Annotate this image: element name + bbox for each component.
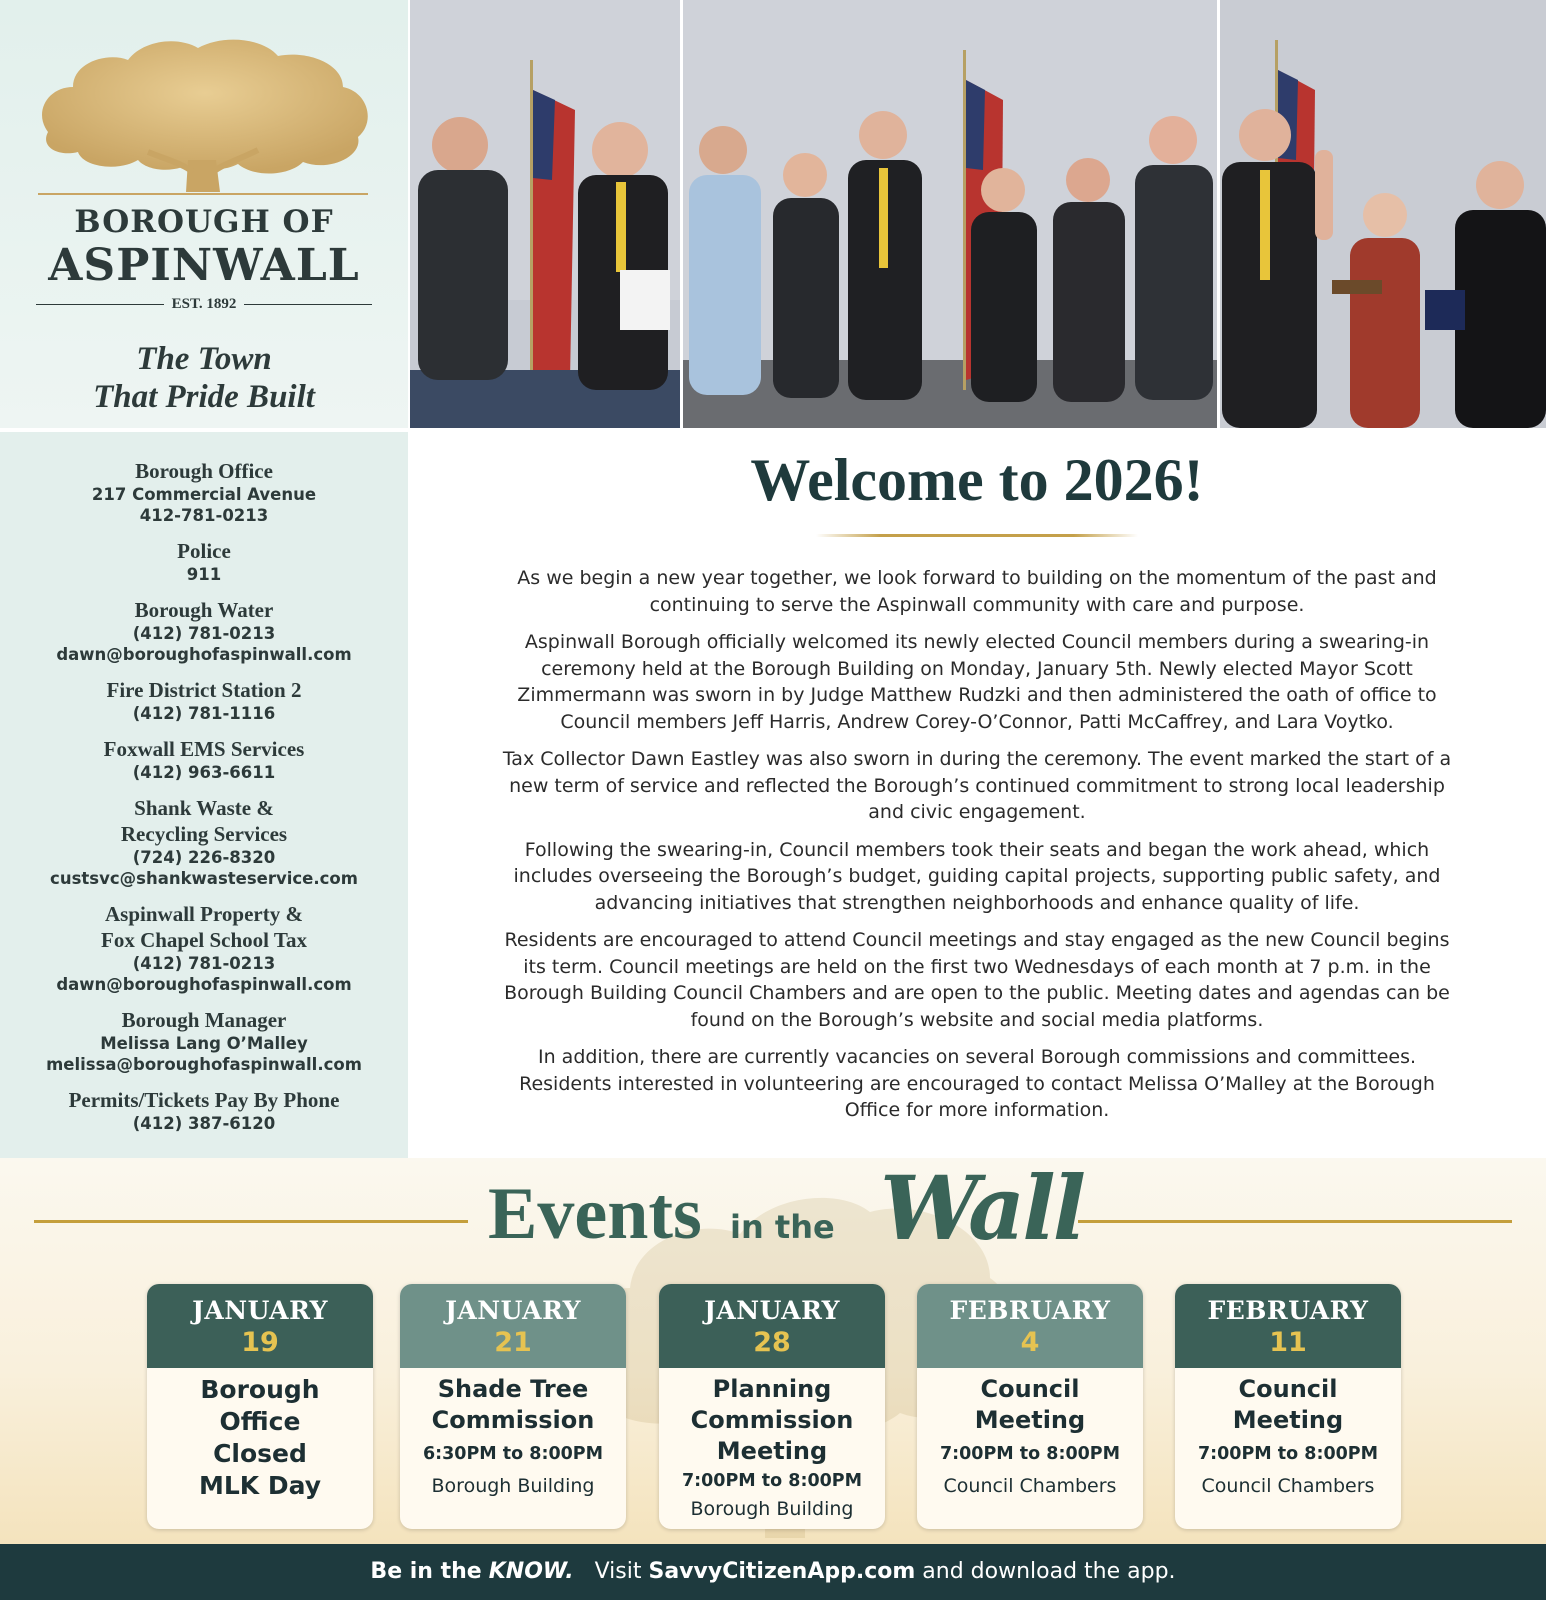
event-name: Borough Office Closed MLK Day — [198, 1375, 322, 1500]
heading-rule-right — [1078, 1220, 1512, 1223]
event-card[interactable] — [147, 1284, 373, 1529]
contact-email[interactable]: dawn@boroughofaspinwall.com — [56, 645, 352, 664]
event-place: Council Chambers — [1201, 1475, 1375, 1497]
article-title: Welcome to 2026! — [750, 447, 1204, 513]
events-heading-in-the: in the — [730, 1208, 835, 1246]
event-name: Council Meeting — [974, 1375, 1086, 1434]
contact-phone[interactable]: (412) 781-1116 — [132, 704, 276, 723]
photo-oath-of-office-image — [1220, 0, 1546, 428]
event-month: JANUARY — [192, 1296, 328, 1325]
events-heading-wall: Wall — [880, 1158, 1084, 1260]
event-body — [147, 1368, 373, 1502]
welcome-article — [408, 432, 1546, 1158]
event-place: Borough Building — [690, 1498, 854, 1520]
event-date-header — [400, 1284, 626, 1368]
aspinwall-name: ASPINWALL — [48, 240, 360, 291]
contact-phone[interactable]: 412-781-0213 — [139, 506, 269, 525]
contact-police — [0, 538, 408, 585]
est-rule-left — [36, 304, 164, 305]
contact-title: Borough Manager — [121, 1008, 287, 1032]
article-paragraph: Tax Collector Dawn Eastley was also sworn in during the ceremony. The event marked the start of a new term of service and reflected the Borough’s continued commitment to strong local leadership and civic engagement. — [502, 748, 1452, 823]
contact-email[interactable]: dawn@boroughofaspinwall.com — [56, 975, 352, 994]
footer-visit: Visit — [594, 1559, 642, 1584]
photo-handshake — [410, 0, 680, 428]
contact-property-tax — [0, 901, 408, 995]
oak-tree-logo-icon — [28, 32, 378, 202]
contact-address: 217 Commercial Avenue — [91, 485, 317, 504]
event-body — [400, 1368, 626, 1498]
contact-borough-manager — [0, 1007, 408, 1075]
event-date-header — [917, 1284, 1143, 1368]
events-heading-events: Events — [488, 1173, 702, 1255]
tagline — [0, 340, 408, 416]
contact-phone[interactable]: 911 — [186, 565, 222, 584]
event-time: 7:00PM to 8:00PM — [939, 1444, 1121, 1464]
events-section — [0, 1158, 1546, 1544]
footer-site-link[interactable]: SavvyCitizenApp.com — [648, 1559, 916, 1584]
event-card[interactable] — [1175, 1284, 1401, 1529]
event-place: Council Chambers — [943, 1475, 1117, 1497]
contact-title-line-2: Recycling Services — [120, 822, 288, 846]
contact-title: Permits/Tickets Pay By Phone — [68, 1088, 340, 1112]
contact-title-line-2: Fox Chapel School Tax — [101, 928, 307, 952]
article-paragraph: Residents are encouraged to attend Council meetings and stay engaged as the new Council begins its term. Council meetings are held on the first two Wednesdays of each month at 7 p.m. in the Borough Building Council Chambers and are open to the public. Meeting dates and agendas can be found on the Borough’s website and social media platforms. — [504, 929, 1450, 1031]
contact-phone[interactable]: (412) 963-6611 — [132, 763, 276, 782]
photo-handshake-image — [410, 0, 680, 428]
contact-title: Aspinwall Property & — [105, 902, 303, 926]
event-month: JANUARY — [445, 1296, 581, 1325]
event-time: 6:30PM to 8:00PM — [422, 1444, 604, 1464]
established-line — [36, 296, 372, 313]
contact-fire-district — [0, 677, 408, 724]
contact-email[interactable]: melissa@boroughofaspinwall.com — [46, 1055, 362, 1074]
contact-title: Police — [177, 539, 231, 563]
footer-banner — [0, 1544, 1546, 1600]
tagline-line-2: That Pride Built — [93, 379, 315, 415]
contact-title: Fire District Station 2 — [106, 678, 302, 702]
tagline-line-1: The Town — [136, 341, 272, 377]
contact-person: Melissa Lang O’Malley — [100, 1034, 308, 1053]
photo-oath-of-office — [1220, 0, 1546, 428]
footer-download: and download the app. — [922, 1559, 1176, 1584]
contact-shank-waste — [0, 795, 408, 889]
event-place: Borough Building — [431, 1475, 595, 1497]
established-text: EST. 1892 — [171, 296, 237, 312]
contact-borough-office — [0, 458, 408, 526]
contact-phone[interactable]: (412) 781-0213 — [132, 624, 276, 643]
logo-panel — [0, 0, 408, 428]
footer-know: KNOW. — [488, 1559, 574, 1584]
contact-phone[interactable]: (724) 226-8320 — [132, 848, 276, 867]
event-month: JANUARY — [704, 1296, 840, 1325]
event-name: Council Meeting — [1232, 1375, 1344, 1434]
events-header — [0, 1158, 1546, 1268]
article-paragraph: Following the swearing-in, Council members took their seats and began the work ahead, which includes overseeing the Borough’s budget, guiding capital projects, supporting public safety, and advancing initiatives that strengthen neighborhoods and enhance quality of life. — [513, 838, 1441, 914]
photo-council-group-image — [683, 0, 1217, 428]
contact-title: Borough Water — [134, 598, 274, 622]
borough-of-text: BOROUGH OF — [74, 204, 334, 240]
heading-rule-left — [34, 1220, 468, 1223]
footer-be-in-the: Be in the — [370, 1559, 482, 1584]
event-month: FEBRUARY — [949, 1296, 1111, 1325]
title-divider — [816, 534, 1138, 537]
contact-title: Shank Waste & — [134, 796, 274, 820]
event-card[interactable] — [400, 1284, 626, 1529]
est-rule-right — [244, 304, 372, 305]
contact-borough-water — [0, 597, 408, 665]
contact-title: Foxwall EMS Services — [103, 737, 305, 761]
event-card[interactable] — [917, 1284, 1143, 1529]
article-paragraph: Aspinwall Borough officially welcomed its newly elected Council members during a swearing-in ceremony held at the Borough Building on Monday, January 5th. Newly elected Mayor Scott Zimmermann was sworn in by Judge Matthew Rudzki and then administered the oath of office to Council members Jeff Harris, Andrew Corey-O’Connor, Patti McCaffrey, and Lara Voytko. — [517, 631, 1437, 733]
contact-email[interactable]: custsvc@shankwasteservice.com — [50, 869, 358, 888]
event-date-header — [1175, 1284, 1401, 1368]
contact-permits-tickets — [0, 1087, 408, 1134]
event-body — [1175, 1368, 1401, 1498]
event-date-header — [659, 1284, 885, 1368]
event-time: 7:00PM to 8:00PM — [1197, 1444, 1379, 1464]
contact-title: Borough Office — [135, 459, 273, 483]
event-day: 11 — [1269, 1327, 1307, 1358]
event-date-header — [147, 1284, 373, 1368]
event-card[interactable] — [659, 1284, 885, 1529]
event-body — [659, 1368, 885, 1521]
event-day: 21 — [494, 1327, 532, 1358]
article-paragraph: As we begin a new year together, we look forward to building on the momentum of the past and continuing to serve the Aspinwall community with care and purpose. — [517, 567, 1437, 616]
event-month: FEBRUARY — [1207, 1296, 1369, 1325]
event-body — [917, 1368, 1143, 1498]
contact-phone[interactable]: (412) 387-6120 — [132, 1114, 276, 1133]
event-day: 28 — [753, 1327, 791, 1358]
photo-council-group — [683, 0, 1217, 428]
event-day: 19 — [241, 1327, 279, 1358]
event-day: 4 — [1020, 1327, 1040, 1358]
contact-phone[interactable]: (412) 781-0213 — [132, 954, 276, 973]
event-name: Planning Commission Meeting — [690, 1375, 854, 1465]
event-name: Shade Tree Commission — [431, 1375, 595, 1434]
contacts-sidebar — [0, 432, 408, 1158]
article-paragraph: In addition, there are currently vacancies on several Borough commissions and committees. Residents interested in volunteering are encouraged to contact Melissa O’Malley at the Borough Office for more information. — [519, 1046, 1435, 1121]
event-time: 7:00PM to 8:00PM — [681, 1471, 863, 1491]
contact-foxwall-ems — [0, 736, 408, 783]
